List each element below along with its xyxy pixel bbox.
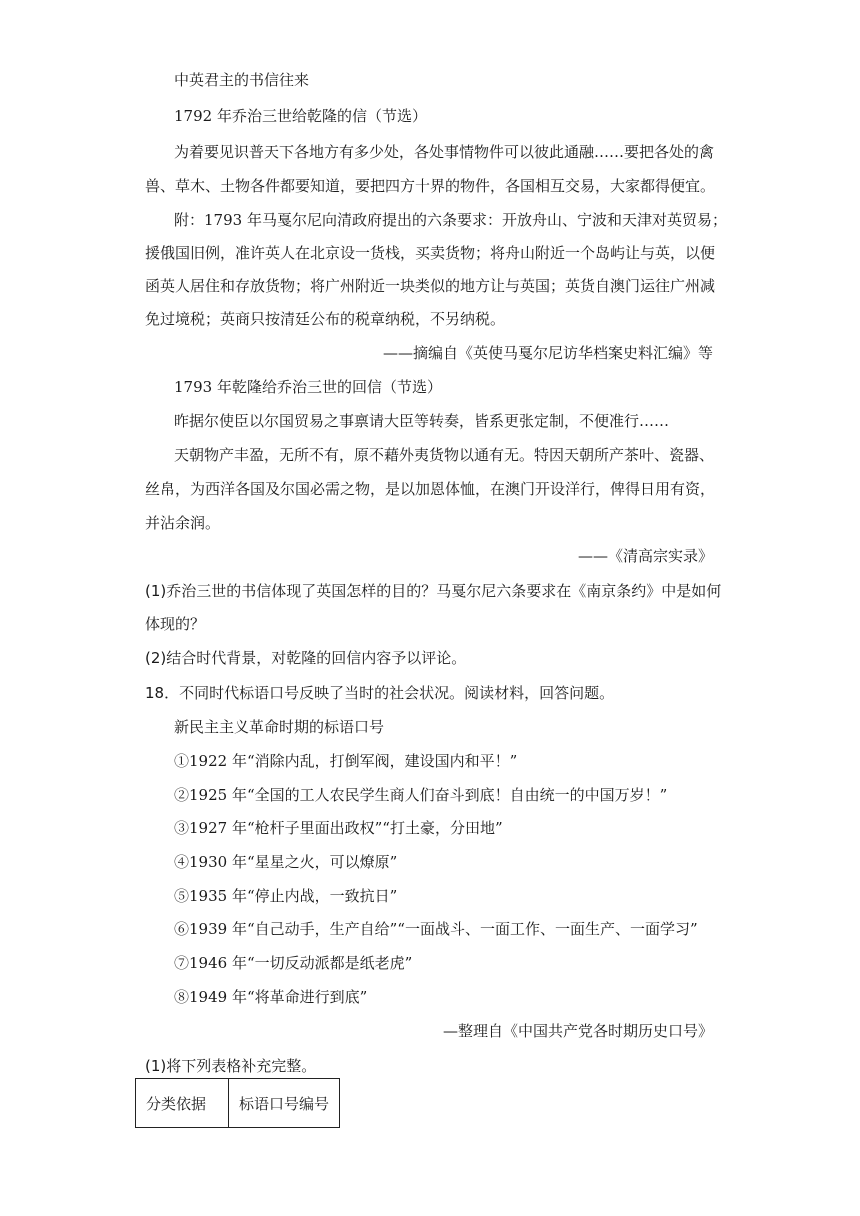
letter2-text-line: 昨据尔使臣以尔国贸易之事禀请大臣等转奏，皆系更张定制，不便准行…… bbox=[174, 412, 670, 430]
question-17-1: (1)乔治三世的书信体现了英国怎样的目的？马戛尔尼六条要求在《南京条约》中是如何 bbox=[145, 582, 722, 600]
table-header-row bbox=[136, 1079, 340, 1128]
letter1-title: 1792 年乔治三世给乾隆的信（节选） bbox=[174, 107, 427, 125]
letter2-text-line: 并沾余润。 bbox=[145, 514, 221, 532]
appendix-text-line: 函英人居住和存放货物；将广州附近一块类似的地方让与英国；英货自澳门运往广州减 bbox=[145, 277, 716, 295]
letter1-text-line: 为着要见识普天下各地方有多少处，各处事情物件可以彼此通融……要把各处的禽 bbox=[174, 143, 715, 161]
slogan-item: ①1922 年“消除内乱，打倒军阀，建设国内和平！” bbox=[174, 752, 518, 770]
slogan-item: ⑦1946 年“一切反动派都是纸老虎” bbox=[174, 954, 413, 972]
appendix-text-line: 免过境税；英商只按清廷公布的税章纳税，不另纳税。 bbox=[145, 310, 506, 328]
slogan-item: ⑤1935 年“停止内战，一致抗日” bbox=[174, 887, 398, 905]
slogan-item: ⑧1949 年“将革命进行到底” bbox=[174, 988, 368, 1006]
letter2-title: 1793 年乾隆给乔治三世的回信（节选） bbox=[174, 378, 442, 396]
slogan-item: ⑥1939 年“自己动手，生产自给”“一面战斗、一面工作、一面生产、一面学习” bbox=[174, 920, 698, 938]
question-17-2: (2)结合时代背景，对乾隆的回信内容予以评论。 bbox=[145, 649, 467, 667]
source-citation: —整理自《中国共产党各时期历史口号》 bbox=[442, 1022, 713, 1040]
question-18-stem: 18．不同时代标语口号反映了当时的社会状况。阅读材料，回答问题。 bbox=[145, 684, 615, 702]
appendix-text-line: 援俄国旧例，准许英人在北京设一货栈，买卖货物；将舟山附近一个岛屿让与英，以便 bbox=[145, 244, 716, 262]
table-header-slogan-numbers: 标语口号编号 bbox=[229, 1079, 340, 1128]
question-18-1: (1)将下列表格补充完整。 bbox=[145, 1057, 317, 1075]
slogan-item: ③1927 年“枪杆子里面出政权”“打土豪，分田地” bbox=[174, 819, 503, 837]
letter1-text-line: 兽、草木、土物各件都要知道，要把四方十界的物件，各国相互交易，大家都得便宜。 bbox=[145, 177, 716, 195]
source-citation: ——《清高宗实录》 bbox=[577, 547, 713, 565]
letter2-text-line: 天朝物产丰盈，无所不有，原不藉外夷货物以通有无。特因天朝所产茶叶、瓷器、 bbox=[174, 446, 715, 464]
material-heading: 中英君主的书信往来 bbox=[174, 71, 310, 89]
table-header-basis: 分类依据 bbox=[136, 1079, 229, 1128]
slogan-item: ②1925 年“全国的工人农民学生商人们奋斗到底！自由统一的中国万岁！” bbox=[174, 786, 668, 804]
letter2-text-line: 丝帛，为西洋各国及尔国必需之物，是以加恩体恤，在澳门开设洋行，俾得日用有资， bbox=[145, 480, 716, 498]
slogans-material-title: 新民主主义革命时期的标语口号 bbox=[174, 718, 385, 736]
appendix-text-line: 附：1793 年马戛尔尼向清政府提出的六条要求：开放舟山、宁波和天津对英贸易； bbox=[174, 211, 727, 229]
slogan-item: ④1930 年“星星之火，可以燎原” bbox=[174, 853, 398, 871]
source-citation: ——摘编自《英使马戛尔尼访华档案史料汇编》等 bbox=[382, 344, 713, 362]
classification-table bbox=[135, 1078, 340, 1128]
question-17-1-cont: 体现的？ bbox=[145, 615, 206, 633]
